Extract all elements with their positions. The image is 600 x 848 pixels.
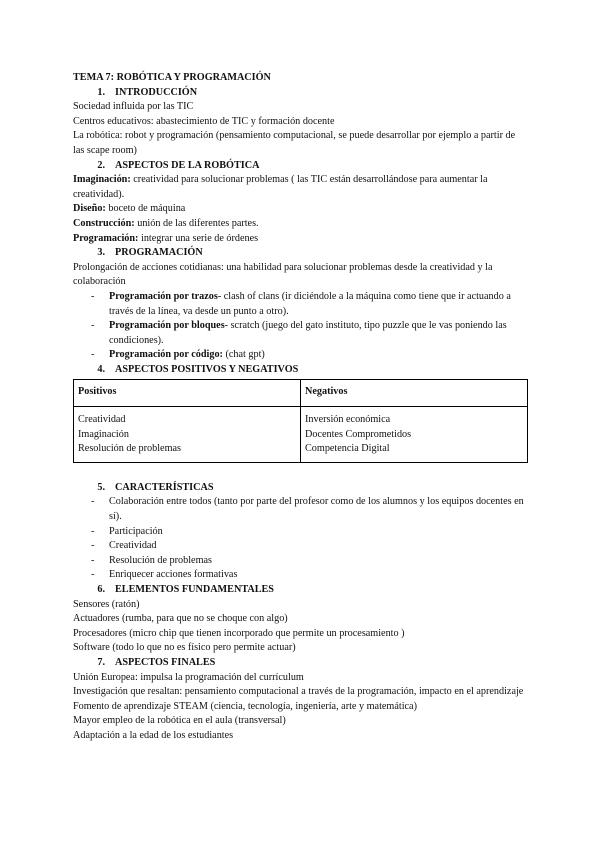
section-number: 4. — [97, 363, 105, 375]
section-title: PROGRAMACIÓN — [115, 247, 203, 259]
section-number: 3. — [97, 247, 105, 259]
list-item — [73, 290, 528, 319]
table-row — [74, 407, 528, 463]
list-item — [73, 348, 528, 363]
section-heading-caracteristicas — [73, 481, 528, 496]
section-heading-positivos-negativos — [73, 363, 528, 378]
definition-item — [73, 232, 528, 247]
definition-text: integrar una serie de órdenes — [138, 232, 259, 244]
list-item-text: (chat gpt) — [222, 349, 265, 361]
definition-text: unión de las diferentes partes. — [134, 217, 259, 229]
list-item-term: Programación por trazos — [109, 290, 218, 302]
section-title: ELEMENTOS FUNDAMENTALES — [115, 584, 274, 595]
definition-term: Construcción: — [73, 217, 135, 229]
paragraph: Centros educativos: abastecimiento de TIC y formación docente — [73, 115, 335, 127]
table-header-negativos: Negativos — [301, 380, 528, 407]
section-heading-elementos — [73, 583, 528, 598]
list-item: - Enriquecer acciones formativas — [73, 568, 528, 583]
table-cell-line: Resolución de problemas — [78, 443, 181, 455]
section-title: ASPECTOS POSITIVOS Y NEGATIVOS — [115, 363, 299, 375]
table-cell-line: Competencia Digital — [305, 443, 390, 455]
list-item-text: - clash of clans (ir diciéndole a la máquina como tiene que ir actuando a través de la línea, va desde un punto a otro). — [109, 290, 511, 317]
list-item: - Colaboración entre todos (tanto por parte del profesor como de los alumnos y los equipos docentes en sí). — [73, 495, 528, 524]
paragraph: La robótica: robot y programación (pensamiento computacional, se puede desarrollar por ejemplo a partir de las scape room) — [73, 130, 516, 156]
table-cell-line: Imaginación — [78, 428, 129, 440]
paragraph: Sociedad influida por las TIC — [73, 101, 194, 113]
table-header-positivos: Positivos — [74, 380, 301, 407]
definition-term: Programación: — [73, 232, 139, 244]
section-number: 7. — [97, 656, 105, 668]
section-heading-introduccion — [73, 86, 528, 101]
pros-cons-table — [73, 379, 528, 462]
table-cell-line: Docentes Comprometidos — [305, 428, 412, 440]
definition-term: Diseño: — [73, 203, 106, 215]
list-item: - Participación — [73, 525, 528, 540]
paragraph: Unión Europea: impulsa la programación del currículum — [73, 671, 304, 683]
table-cell-line: Inversión económica — [305, 414, 391, 426]
list-item-text: - scratch (juego del gato instituto, tipo puzzle que le vas poniendo las condiciones). — [109, 320, 507, 346]
programming-types-list — [73, 290, 528, 363]
section-title: CARACTERÍSTICAS — [115, 481, 214, 493]
characteristics-list — [73, 495, 528, 583]
table-cell-positivos — [74, 407, 301, 463]
section-title: ASPECTOS FINALES — [115, 656, 216, 668]
table-header-row — [74, 380, 528, 407]
section-title: INTRODUCCIÓN — [115, 86, 198, 98]
section-number: 1. — [97, 86, 105, 98]
definition-item — [73, 202, 528, 217]
paragraph: Software (todo lo que no es físico pero permite actuar) — [73, 642, 296, 654]
section-number: 6. — [97, 584, 105, 595]
list-item-term: Programación por código: — [109, 349, 223, 361]
section-heading-aspectos-finales — [73, 656, 528, 671]
section-heading-aspectos-robotica — [73, 159, 528, 174]
list-item-term: Programación por bloques — [109, 320, 225, 332]
paragraph: Fomento de aprendizaje STEAM (ciencia, tecnología, ingeniería, arte y matemática) — [73, 700, 417, 712]
definition-text: creatividad para solucionar problemas ( las TIC están desarrollándose para aumentar la creatividad). — [73, 174, 488, 200]
paragraph: Actuadores (rumba, para que no se choque con algo) — [73, 613, 288, 625]
section-heading-programacion — [73, 246, 528, 261]
section-title: ASPECTOS DE LA ROBÓTICA — [115, 159, 260, 171]
paragraph: Mayor empleo de la robótica en el aula (transversal) — [73, 715, 286, 727]
section-number: 5. — [97, 481, 105, 493]
definition-text: boceto de máquina — [105, 203, 186, 215]
list-item — [73, 319, 528, 348]
paragraph: Sensores (ratón) — [73, 598, 140, 610]
paragraph: Procesadores (micro chip que tienen incorporado que permite un procesamiento ) — [73, 627, 405, 639]
document-page — [73, 71, 528, 744]
section-number: 2. — [97, 159, 105, 171]
definition-item — [73, 217, 528, 232]
table-cell-line: Creatividad — [78, 414, 126, 426]
definition-term: Imaginación: — [73, 174, 131, 186]
document-title: TEMA 7: ROBÓTICA Y PROGRAMACIÓN — [73, 72, 271, 83]
paragraph: Prolongación de acciones cotidianas: una habilidad para solucionar problemas desde la creatividad y la colaboración — [73, 261, 493, 288]
list-item: - Creatividad — [73, 539, 528, 554]
paragraph: Investigación que resaltan: pensamiento computacional a través de la programación, impacto en el aprendizaje — [73, 686, 524, 698]
spacer — [73, 463, 528, 481]
list-item: - Resolución de problemas — [73, 554, 528, 569]
paragraph: Adaptación a la edad de los estudiantes — [73, 729, 234, 741]
definition-item — [73, 173, 528, 202]
table-cell-negativos — [301, 407, 528, 463]
